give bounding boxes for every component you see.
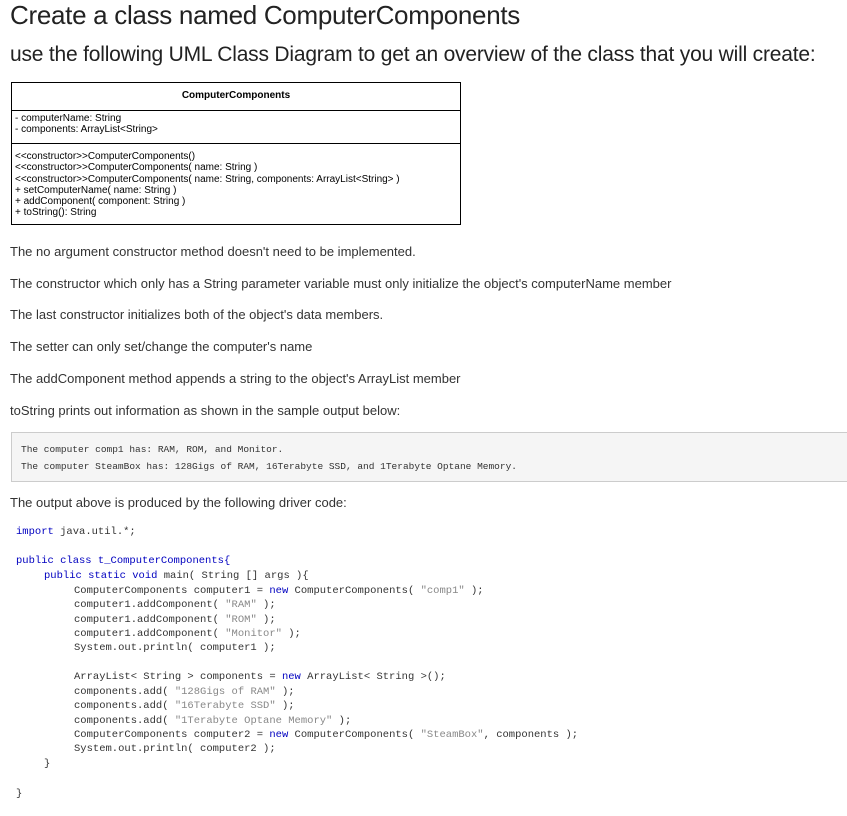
- uml-class-diagram: [11, 82, 461, 225]
- code-text: }: [16, 788, 23, 800]
- code-line: [74, 742, 276, 756]
- sample-output-line: The computer SteamBox has: 128Gigs of RAM, 16Terabyte SSD, and 1Terabyte Optane Memory.: [21, 460, 517, 472]
- paragraph-string-constructor: The constructor which only has a String parameter variable must only initialize the object's computerName member: [10, 276, 672, 291]
- uml-operation: <<constructor>>ComputerComponents( name: String, components: ArrayList<String> ): [15, 173, 400, 185]
- code-string: "comp1": [420, 585, 465, 597]
- code-text: );: [275, 700, 295, 712]
- code-text: components.add(: [74, 715, 175, 727]
- code-text: computer1.addComponent(: [74, 628, 226, 640]
- code-string: "ROM": [225, 614, 257, 626]
- code-line: [74, 670, 446, 684]
- code-text: ComputerComponents(: [288, 729, 421, 741]
- page-subtitle: use the following UML Class Diagram to get an overview of the class that you will create:: [10, 43, 816, 66]
- code-text: ComputerComponents computer2 =: [74, 729, 270, 741]
- code-string: "128Gigs of RAM": [174, 686, 276, 698]
- code-text: );: [256, 599, 276, 611]
- code-text: , components );: [483, 729, 579, 741]
- code-line: [16, 787, 22, 801]
- code-line: [74, 699, 295, 713]
- uml-operation: + toString(): String: [15, 207, 97, 219]
- uml-operation: <<constructor>>ComputerComponents( name: String ): [15, 162, 258, 174]
- code-string: "SteamBox": [420, 729, 484, 741]
- paragraph-setter: The setter can only set/change the computer's name: [10, 339, 313, 354]
- paragraph-last-constructor: The last constructor initializes both of the object's data members.: [10, 307, 384, 322]
- uml-attribute: - computerName: String: [15, 113, 122, 124]
- code-text: System.out.println( computer1 );: [74, 642, 276, 654]
- code-string: "Monitor": [225, 628, 282, 640]
- uml-class-name: ComputerComponents: [12, 83, 460, 111]
- code-text: components.add(: [74, 700, 175, 712]
- code-text: }: [44, 758, 51, 770]
- code-string: "16Terabyte SSD": [174, 700, 276, 712]
- code-line: [74, 685, 295, 699]
- code-line: [74, 728, 578, 742]
- uml-attributes: [12, 111, 460, 144]
- code-text: components.add(: [74, 686, 175, 698]
- code-text: java.util.*;: [53, 526, 136, 538]
- code-keyword: new: [281, 671, 301, 683]
- code-string: "1Terabyte Optane Memory": [174, 715, 333, 727]
- code-text: System.out.println( computer2 );: [74, 743, 276, 755]
- code-keyword: public static void: [44, 570, 158, 582]
- uml-operation: + setComputerName( name: String ): [15, 184, 177, 196]
- code-text: );: [281, 628, 301, 640]
- code-text: ArrayList< String > components =: [74, 671, 282, 683]
- code-text: );: [256, 614, 276, 626]
- uml-operation: <<constructor>>ComputerComponents(): [15, 151, 196, 162]
- code-line: [44, 569, 309, 583]
- code-text: ComputerComponents(: [288, 585, 421, 597]
- code-line: [16, 525, 136, 539]
- paragraph-tostring: toString prints out information as shown in the sample output below:: [10, 403, 401, 418]
- paragraph-driver-intro: The output above is produced by the following driver code:: [10, 495, 347, 510]
- code-keyword: new: [269, 585, 289, 597]
- code-text: computer1.addComponent(: [74, 614, 226, 626]
- code-line: [74, 627, 301, 641]
- code-text: );: [464, 585, 484, 597]
- code-line: [74, 584, 484, 598]
- code-keyword: public class: [16, 555, 92, 567]
- code-text: ArrayList< String >();: [300, 671, 446, 683]
- code-text: );: [275, 686, 295, 698]
- code-line: [74, 613, 276, 627]
- code-text: t_ComputerComponents{: [91, 555, 231, 567]
- code-line: [16, 554, 230, 568]
- code-text: main( String [] args ){: [157, 570, 309, 582]
- code-line: [44, 757, 50, 771]
- uml-operations: [12, 144, 460, 219]
- uml-attribute: - components: ArrayList<String>: [15, 124, 158, 136]
- page-title: Create a class named ComputerComponents: [10, 0, 521, 30]
- code-keyword: import: [16, 526, 54, 538]
- code-line: [74, 641, 276, 655]
- code-line: [74, 598, 276, 612]
- code-text: ComputerComponents computer1 =: [74, 585, 270, 597]
- paragraph-add-component: The addComponent method appends a string to the object's ArrayList member: [10, 371, 461, 386]
- code-line: [74, 714, 351, 728]
- code-text: computer1.addComponent(: [74, 599, 226, 611]
- sample-output-box: [11, 432, 847, 482]
- paragraph-no-arg-constructor: The no argument constructor method doesn't need to be implemented.: [10, 244, 416, 259]
- sample-output-line: The computer comp1 has: RAM, ROM, and Monitor.: [21, 444, 284, 455]
- code-text: );: [332, 715, 352, 727]
- code-string: "RAM": [225, 599, 257, 611]
- uml-operation: + addComponent( component: String ): [15, 196, 186, 208]
- code-keyword: new: [269, 729, 289, 741]
